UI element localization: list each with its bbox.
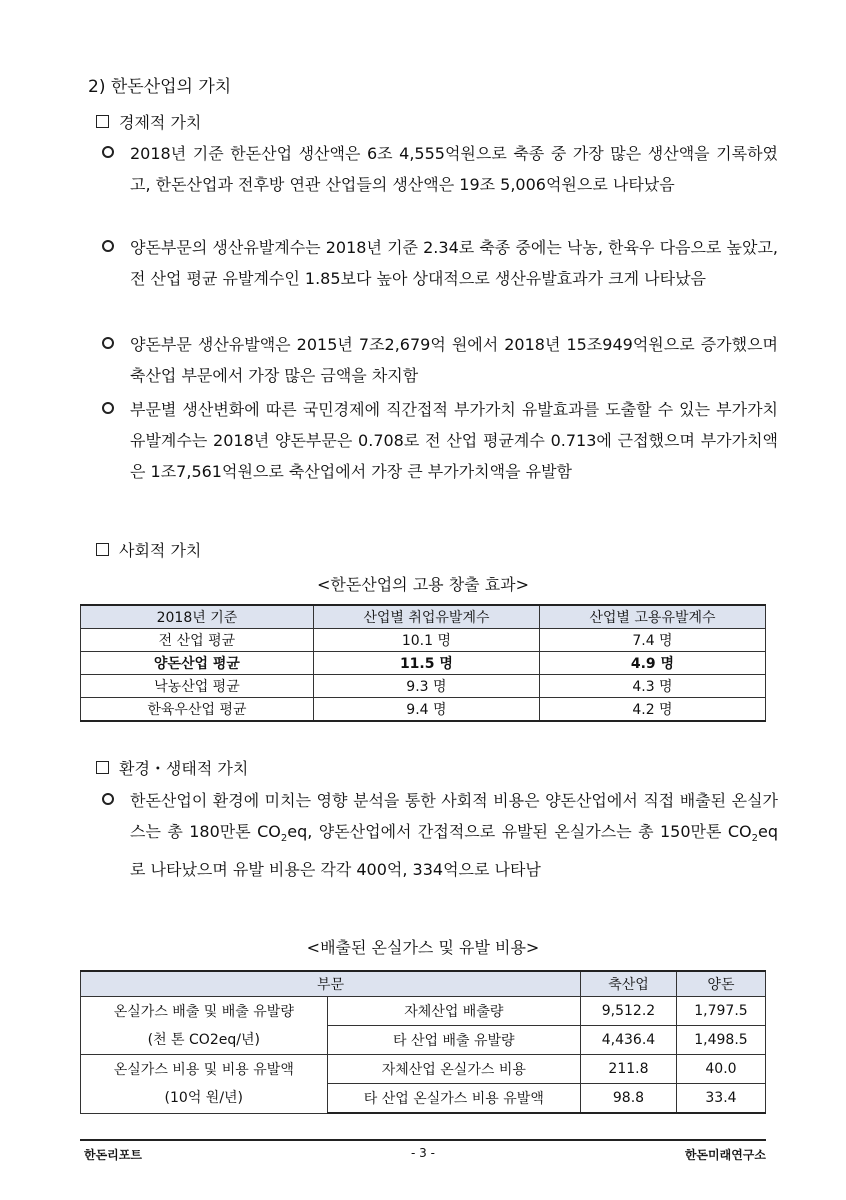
table-cell: 전 산업 평균 [81,629,314,652]
emission-table [80,970,766,1114]
employment-table [80,604,766,722]
bullet-text: 부문별 생산변화에 따른 국민경제에 직간접적 부가가치 유발효과를 도출할 수 있는 부가가치유발계수는 2018년 양돈부문은 0.708로 전 산업 평균계수 0.713에 근접했으며 부가가치액은 1조7,561억원으로 축산업에서 가장 큰 부가가치액을 유발함 [130,400,778,481]
table-cell: 9,512.2 [581,997,677,1026]
page-number: - 3 - [411,1146,435,1160]
economic-value-title-text: 경제적 가치 [119,113,202,132]
environment-bullet [102,785,778,885]
bullet-text [130,785,778,885]
column-header: 2018년 기준 [81,605,314,629]
group-label-line: 온실가스 비용 및 비용 유발액 [113,1061,294,1078]
table-cell: 양돈산업 평균 [81,652,314,675]
social-value-title-text: 사회적 가치 [119,541,202,560]
table-cell: 4.3 명 [539,675,765,698]
table-cell: 33.4 [676,1084,765,1114]
column-header: 부문 [81,971,581,997]
column-header: 양돈 [676,971,765,997]
table-row-highlight [81,652,766,675]
table-cell: 7.4 명 [539,629,765,652]
table-cell: 낙농산업 평균 [81,675,314,698]
footer-right: 한돈미래연구소 [684,1148,766,1162]
table-cell: 9.3 명 [313,675,539,698]
table-cell: 11.5 명 [313,652,539,675]
table-cell: 타 산업 온실가스 비용 유발액 [327,1084,580,1114]
circle-bullet-icon [102,146,114,158]
table-cell: 한육우산업 평균 [81,698,314,722]
table-cell: 4.9 명 [539,652,765,675]
table-row [81,1055,766,1084]
section-heading: 2) 한돈산업의 가치 [88,77,232,97]
table-cell: 1,797.5 [676,997,765,1026]
economic-value-title [96,110,201,133]
column-header: 산업별 취업유발계수 [313,605,539,629]
circle-bullet-icon [102,240,114,252]
economic-bullet-2 [102,232,778,294]
bullet-text: 2018년 기준 한돈산업 생산액은 6조 4,555억원으로 축종 중 가장 많은 생산액을 기록하였고, 한돈산업과 전후방 연관 산업들의 생산액은 19조 5,006억원으로 나타났음 [130,144,778,194]
economic-bullet-4 [102,394,778,487]
employment-table-caption: <한돈산업의 고용 창출 효과> [316,575,530,594]
bullet-text: 양돈부문 생산유발액은 2015년 7조2,679억 원에서 2018년 15조949억원으로 증가했으며 축산업 부문에서 가장 많은 금액을 차지함 [130,335,778,385]
economic-bullet-3 [102,329,778,391]
table-cell: 40.0 [676,1055,765,1084]
table-cell: 211.8 [581,1055,677,1084]
subscript: 2 [280,833,288,845]
circle-bullet-icon [102,337,114,349]
table-row [81,698,766,722]
environment-value-title-text: 환경・생태적 가치 [119,759,249,778]
economic-bullet-1 [102,138,778,200]
subscript: 2 [751,833,758,845]
table-cell: 98.8 [581,1084,677,1114]
table-cell: 10.1 명 [313,629,539,652]
circle-bullet-icon [102,402,114,414]
checkbox-square-icon [96,761,109,774]
group-label-cell [81,1055,328,1114]
table-header-row [81,605,766,629]
group-label-line: 온실가스 배출 및 배출 유발량 [113,1003,294,1020]
social-value-title [96,538,201,561]
bullet-text-part: eq, 양돈산업에서 간접적으로 유발된 온실가스는 총 150만톤 CO [287,822,752,841]
column-header: 축산업 [581,971,677,997]
table-row [81,675,766,698]
environment-value-title [96,756,248,779]
group-label-unit: (천 톤 CO2eq/년) [147,1031,260,1048]
checkbox-square-icon [96,543,109,556]
circle-bullet-icon [102,793,114,805]
table-cell: 4.2 명 [539,698,765,722]
table-cell: 자체산업 온실가스 비용 [327,1055,580,1084]
group-label-unit: (10억 원/년) [164,1089,244,1106]
group-label-cell [81,997,328,1055]
table-row [81,629,766,652]
table-cell: 타 산업 배출 유발량 [327,1026,580,1055]
table-cell: 9.4 명 [313,698,539,722]
table-cell: 4,436.4 [581,1026,677,1055]
bullet-text: 양돈부문의 생산유발계수는 2018년 기준 2.34로 축종 중에는 낙농, 한육우 다음으로 높았고, 전 산업 평균 유발계수인 1.85보다 높아 상대적으로 생산유발효과가 크게 나타났음 [130,238,778,288]
checkbox-square-icon [96,115,109,128]
table-header-row [81,971,766,997]
bullet-text-part: eq로 나타났으며 유발 비용은 각각 400억, 334억으로 나타남 [130,822,778,880]
table-cell: 자체산업 배출량 [327,997,580,1026]
column-header: 산업별 고용유발계수 [539,605,765,629]
emission-table-caption: <배출된 온실가스 및 유발 비용> [306,938,540,957]
table-row [81,997,766,1026]
table-cell: 1,498.5 [676,1026,765,1055]
footer-left: 한돈리포트 [84,1148,142,1162]
bullet-text-part: 한돈산업이 환경에 미치는 영향 분석을 통한 사회적 비용은 양돈산업에서 직접 배출된 온실가스는 총 180만톤 CO [130,791,778,841]
footer-divider [80,1139,766,1141]
